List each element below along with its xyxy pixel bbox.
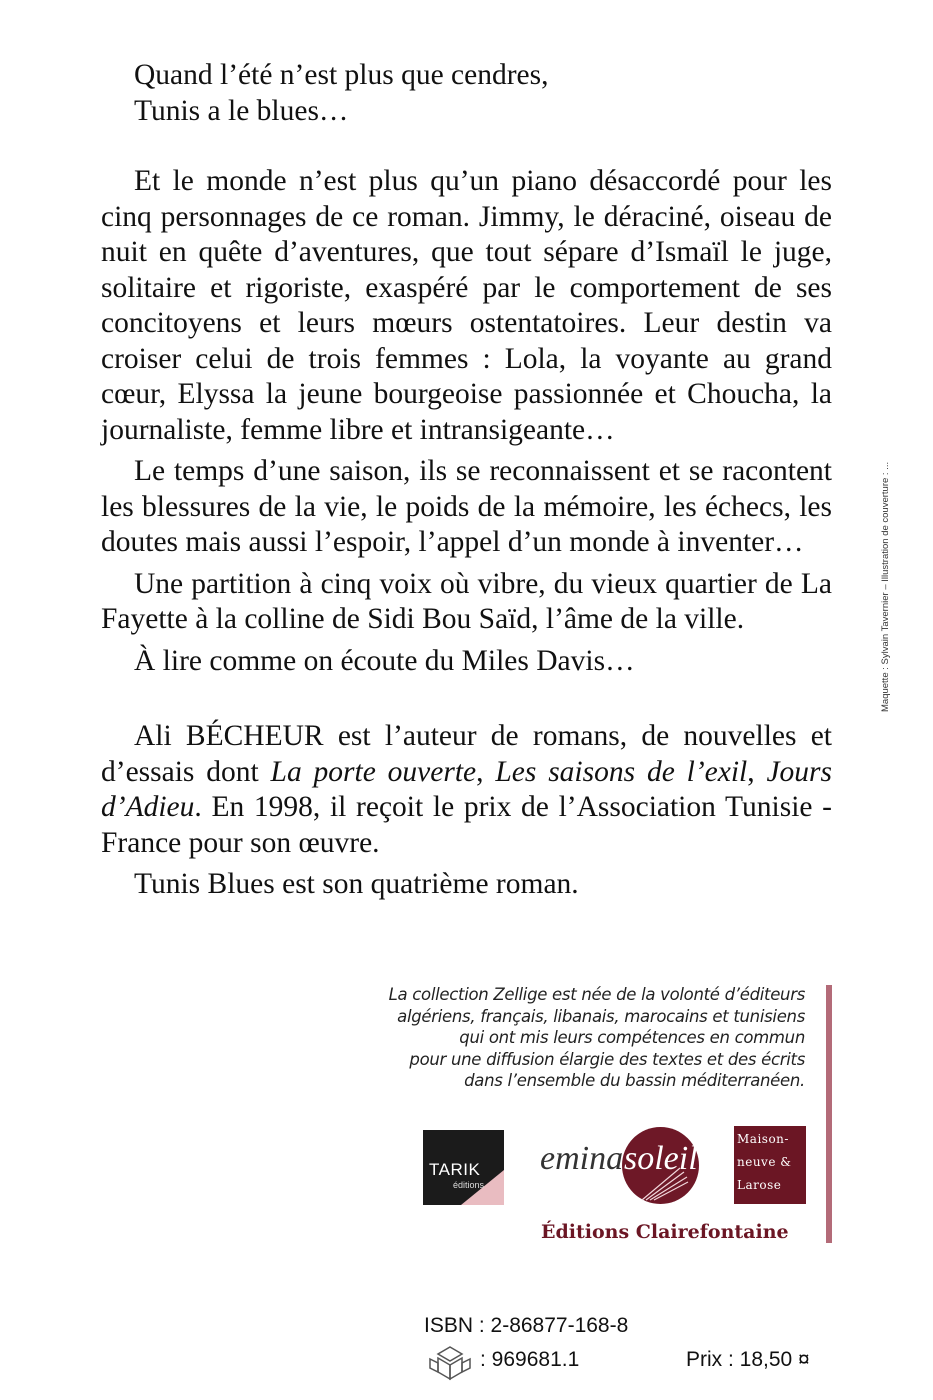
clairefontaine-label: Éditions Clairefontaine xyxy=(541,1221,789,1243)
isbn: ISBN : 2-86877-168-8 xyxy=(424,1314,629,1337)
blurb xyxy=(101,58,832,903)
book-title-1: La porte ouverte xyxy=(270,755,477,788)
author-bio-end: . En 1998, il reçoit le prix de l’Association Tunisie - France pour son œuvre. xyxy=(101,791,832,859)
zellige-logo-icon xyxy=(426,1345,474,1381)
collection-accent-rule xyxy=(826,985,832,1243)
intro-line-2: Tunis a le blues… xyxy=(134,94,349,127)
author-bio xyxy=(101,719,832,861)
collection-line: algériens, français, libanais, marocains et tunisiens xyxy=(397,1006,805,1026)
bio-separator-1: , xyxy=(476,755,496,788)
tarik-editions-logo xyxy=(423,1130,504,1205)
code-value: : 969681.1 xyxy=(480,1348,580,1371)
summary-paragraph-3: Une partition à cinq voix où vibre, du vieux quartier de La Fayette à la colline de Sidi Bou Saïd, l’âme de la ville. xyxy=(101,567,832,635)
emina-soleil-logo xyxy=(540,1122,700,1212)
bio-separator-2: , xyxy=(747,755,767,788)
tarik-name: TARIK xyxy=(429,1160,481,1179)
collection-line: qui ont mis leurs compétences en commun xyxy=(459,1028,805,1047)
design-credit: Maquette : Sylvain Tavernier – Illustration de couverture : ... xyxy=(880,461,891,712)
price: Prix : 18,50 ¤ xyxy=(686,1348,810,1371)
intro-line-1: Quand l’été n’est plus que cendres, xyxy=(134,59,549,91)
summary-paragraph-1: Et le monde n’est plus qu’un piano désaccordé pour les cinq personnages de ce roman. Jimmy, le déraciné, oiseau de nuit en quête d’aventures, que tout sépare d’Ismaïl le juge, solitaire et rigoriste, exaspéré par le comportement de ses concitoyens et leurs mœurs ostentatoires. Leur destin va croiser celui de trois femmes : Lola, la voyante au grand cœur, Elyssa la jeune bourgeoise passionnée et Choucha, la journaliste, femme libre et intransigeante… xyxy=(101,165,832,446)
collection-line: dans l’ensemble du bassin méditerranéen. xyxy=(464,1071,805,1090)
maison-line: neuve & xyxy=(737,1155,792,1169)
author-bio-start: Ali BÉCHEUR est l’auteur de romans, de nouvelles et d’essais dont xyxy=(101,720,832,788)
novel-note: Tunis Blues est son quatrième roman. xyxy=(134,868,579,900)
summary-paragraph-2: Le temps d’une saison, ils se reconnaissent et se racontent les blessures de la vie, le poids de la mémoire, les échecs, les doutes mais aussi l’espoir, l’appel d’un monde à inventer… xyxy=(101,455,832,558)
maisonneuve-larose-logo xyxy=(734,1126,806,1204)
book-title-3: Jours d’Adieu xyxy=(101,755,833,823)
maison-line: Larose xyxy=(737,1178,782,1192)
summary-paragraph-4: À lire comme on écoute du Miles Davis… xyxy=(134,644,635,677)
collection-line: La collection Zellige est née de la volonté d’éditeurs xyxy=(388,985,805,1004)
collection-statement xyxy=(340,984,805,1092)
product-code-row xyxy=(426,1345,836,1381)
tarik-sub: éditions xyxy=(453,1180,485,1190)
maison-line: Maison- xyxy=(737,1132,789,1146)
collection-line: pour une diffusion élargie des textes et des écrits xyxy=(409,1049,805,1069)
emina-word: emina xyxy=(540,1140,624,1177)
book-title-2: Les saisons de l’exil xyxy=(495,755,748,788)
soleil-word: soleil xyxy=(624,1140,698,1177)
